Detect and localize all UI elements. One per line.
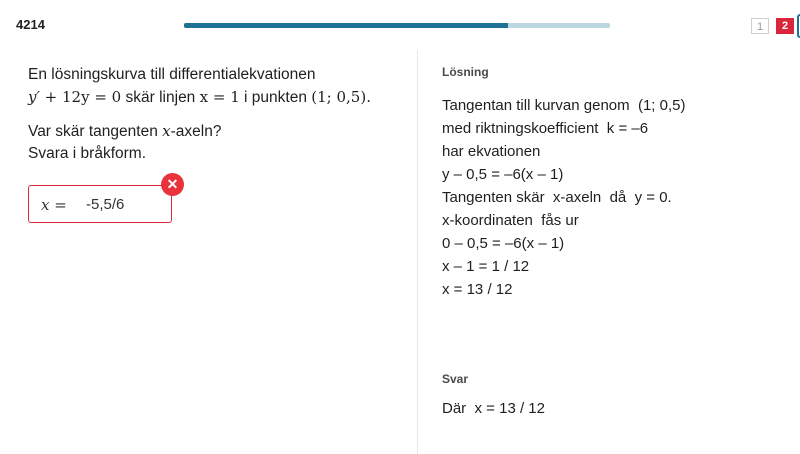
- answer-var-x: x: [41, 196, 50, 214]
- answer-variable: [41, 196, 67, 214]
- solution-line: y – 0,5 = –6(x – 1): [442, 166, 564, 183]
- page-button-1[interactable]: 1: [751, 18, 769, 34]
- ask-variable: x: [162, 122, 171, 140]
- question-ask: [28, 120, 398, 143]
- question-equation-line: [28, 86, 398, 109]
- solution-line: har ekvationen: [442, 143, 541, 160]
- solution-line: x – 1 = 1 / 12: [442, 258, 530, 275]
- answer-heading: Svar: [442, 372, 469, 386]
- ask-text-a: Var skär tangenten: [28, 123, 163, 140]
- question-intro: En lösningskurva till differentialekvationen: [28, 66, 316, 83]
- question-point: (1; 0,5).: [311, 88, 371, 106]
- solution-line: Tangenten skär x-axeln då y = 0.: [442, 189, 672, 206]
- answer-text: Där x = 13 / 12: [442, 400, 545, 417]
- progress-bar: [184, 23, 610, 28]
- solution-line: Tangentan till kurvan genom (1; 0,5): [442, 97, 686, 114]
- solution-heading: Lösning: [442, 65, 489, 79]
- solution-line: 0 – 0,5 = –6(x – 1): [442, 235, 565, 252]
- top-bar: [0, 0, 800, 50]
- page-button-2[interactable]: 2: [776, 18, 794, 34]
- progress-fill: [184, 23, 508, 28]
- question-panel: [28, 64, 398, 165]
- column-divider: [417, 50, 418, 454]
- solution-line: x-koordinaten fås ur: [442, 212, 579, 229]
- answer-value[interactable]: -5,5/6: [86, 196, 125, 213]
- answer-equals: =: [49, 196, 67, 214]
- solution-steps: [442, 94, 685, 301]
- solution-line: x = 13 / 12: [442, 281, 513, 298]
- equation-rest: + 12y = 0: [39, 88, 122, 106]
- question-instruction: Svara i bråkform.: [28, 145, 147, 162]
- solution-line: med riktningskoefficient k = –6: [442, 120, 649, 137]
- close-icon: ✕: [161, 173, 184, 196]
- question-point-text: i punkten: [239, 89, 312, 106]
- question-mid: skär linjen: [121, 89, 200, 106]
- ask-text-b: -axeln?: [170, 123, 222, 140]
- answer-input[interactable]: [28, 185, 172, 223]
- equation-yprime: y′: [28, 88, 40, 106]
- task-id: 4214: [16, 17, 45, 32]
- line-equation: x = 1: [199, 88, 240, 106]
